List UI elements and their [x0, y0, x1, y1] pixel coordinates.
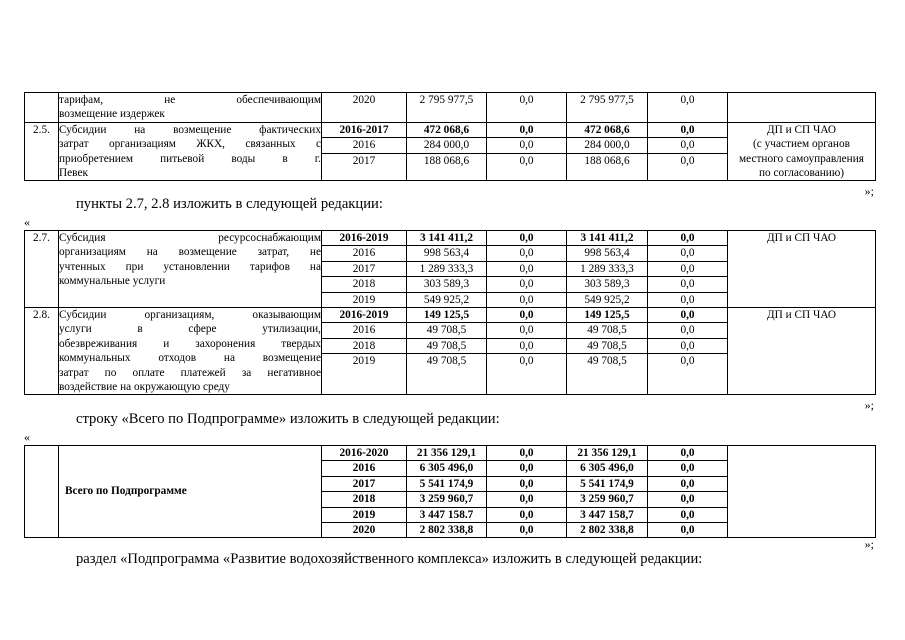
year-cell: 2016-2017 2016 2017 — [322, 122, 407, 181]
desc-cell: тарифам, не обеспечивающим возмещение издержек — [59, 94, 321, 121]
paragraph: раздел «Подпрограмма «Развитие водохозяйственного комплекса» изложить в следующей редакции: — [76, 551, 703, 567]
resp-cell — [728, 446, 876, 538]
value-cell: 3 141 411,2 998 563,4 1 289 333,3 303 589,3 549 925,2 — [407, 231, 487, 308]
value-cell: 2 795 977,5 — [407, 93, 487, 123]
resp-cell: ДП и СП ЧАО (с участием органов местного самоуправления по согласованию) — [728, 122, 876, 181]
year-cell: 2016-2019 2016 2018 2019 — [322, 307, 407, 394]
open-quote: « — [24, 215, 30, 229]
paragraph: строку «Всего по Подпрограмме» изложить в следующей редакции: — [76, 411, 500, 427]
paragraph: пункты 2.7, 2.8 изложить в следующей редакции: — [76, 196, 383, 212]
value-cell: 472 068,6 284 000,0 188 068,6 — [567, 122, 648, 181]
value-cell: 0,0 — [487, 93, 567, 123]
resp-cell: ДП и СП ЧАО — [728, 307, 876, 394]
num-cell: 2.5. — [25, 122, 59, 181]
value-cell: 2 795 977,5 — [567, 93, 648, 123]
value-cell: 21 356 129,1 6 305 496,0 5 541 174,9 3 259 960,7 3 447 158.7 2 802 338,8 — [407, 446, 487, 538]
table-row — [25, 93, 876, 123]
table-row — [25, 446, 876, 538]
num-cell: 2.8. — [25, 307, 59, 394]
end-quote: »; — [864, 184, 874, 198]
num-cell: 2.7. — [25, 231, 59, 308]
year-cell: 2016-2019 2016 2017 2018 2019 — [322, 231, 407, 308]
value-cell: 3 141 411,2 998 563,4 1 289 333,3 303 589,3 549 925,2 — [567, 231, 648, 308]
value-cell: 0,0 0,0 0,0 0,0 0,0 — [487, 231, 567, 308]
value-cell: 0,0 0,0 0,0 0,0 0,0 0,0 — [648, 446, 728, 538]
desc-cell: Субсидии на возмещение фактических затрат организациям ЖКХ, связанных с приобретением питьевой воды в г. Певек — [59, 123, 321, 180]
value-cell: 21 356 129,1 6 305 496,0 5 541 174,9 3 259 960,7 3 447 158,7 2 802 338,8 — [567, 446, 648, 538]
total-label: Всего по Подпрограмме — [59, 446, 322, 538]
table-row — [25, 231, 876, 308]
value-cell: 0,0 0,0 0,0 0,0 0,0 0,0 — [487, 446, 567, 538]
value-cell: 0,0 0,0 0,0 — [487, 122, 567, 181]
value-cell: 0,0 0,0 0,0 0,0 — [487, 307, 567, 394]
value-cell: 0,0 0,0 0,0 — [648, 122, 728, 181]
value-cell: 149 125,5 49 708,5 49 708,5 49 708,5 — [567, 307, 648, 394]
table-1 — [24, 92, 876, 181]
num-cell — [25, 446, 59, 538]
value-cell: 0,0 — [648, 93, 728, 123]
value-cell: 0,0 0,0 0,0 0,0 — [648, 307, 728, 394]
resp-cell: ДП и СП ЧАО — [728, 231, 876, 308]
table-2 — [24, 230, 876, 395]
end-quote: »; — [864, 537, 874, 551]
table-row — [25, 122, 876, 181]
year-cell: 2016-2020 2016 2017 2018 2019 2020 — [322, 446, 407, 538]
value-cell: 149 125,5 49 708,5 49 708,5 49 708,5 — [407, 307, 487, 394]
year-cell: 2020 — [322, 93, 407, 123]
table-3 — [24, 445, 876, 538]
desc-cell: Субсидии организациям, оказывающим услуги в сфере утилизации, обезвреживания и захоронения твердых коммунальных отходов на возмещение затрат по оплате платежей за негативное воздействие на окружающую среду — [59, 308, 321, 393]
resp-cell — [728, 93, 876, 123]
table-row — [25, 307, 876, 394]
value-cell: 0,0 0,0 0,0 0,0 0,0 — [648, 231, 728, 308]
num-cell — [25, 93, 59, 123]
value-cell: 472 068,6 284 000,0 188 068,6 — [407, 122, 487, 181]
end-quote: »; — [864, 398, 874, 412]
desc-cell: Субсидия ресурсоснабжающим организациям на возмещение затрат, не учтенных при установлении тарифов на коммунальные услуги — [59, 231, 322, 308]
open-quote: « — [24, 430, 30, 444]
